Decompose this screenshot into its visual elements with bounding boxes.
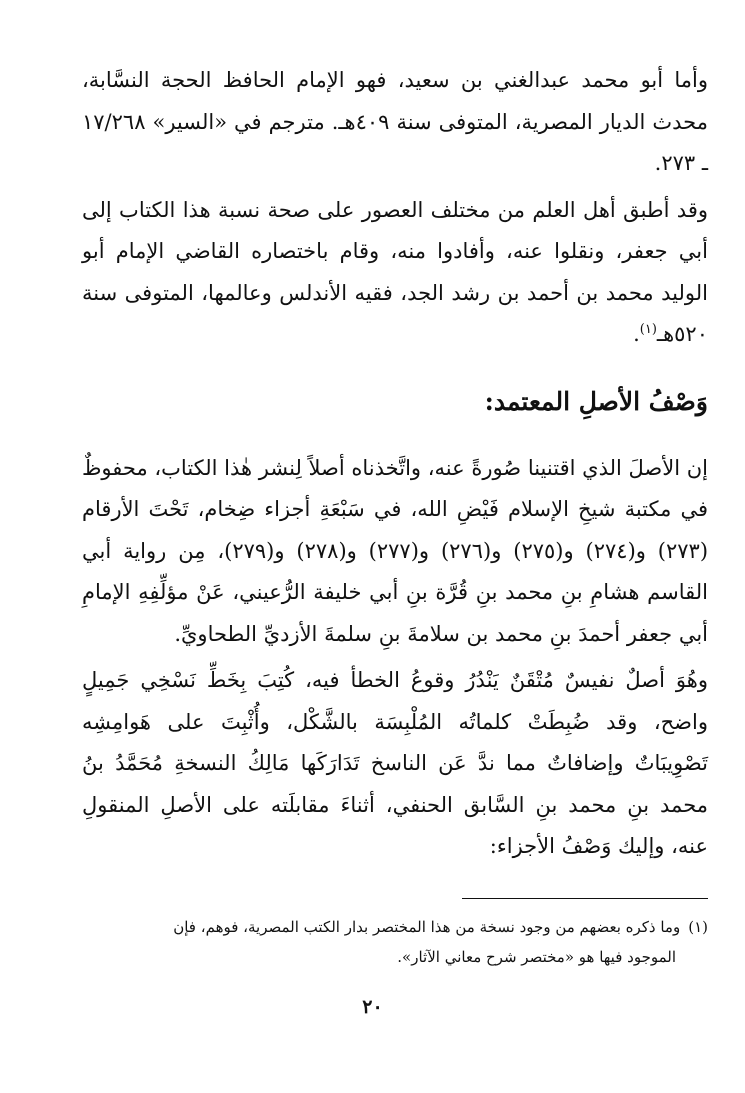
page-body: [82, 60, 708, 868]
footnote-reference[interactable]: (١): [639, 322, 657, 337]
paragraph-attribution: [82, 190, 708, 356]
footnote-marker: (١): [688, 918, 708, 936]
footnotes: [82, 912, 708, 972]
paragraph-attribution-text: وقد أطبق أهل العلم من مختلف العصور على صحة نسبة هذا الكتاب إلى أبي جعفر، ونقلوا عنه، وأفادوا منه، وقام باختصاره القاضي الإمام أبو الوليد محمد بن أحمد بن رشد الجد، فقيه الأندلس وعالمها، المتوفى سنة ٥٢٠هـ: [82, 197, 708, 346]
footnote-divider: [462, 898, 708, 899]
paragraph-attribution-end: .: [633, 322, 640, 346]
footnote-1: [82, 912, 708, 942]
paragraph-manuscript-source: إن الأصلَ الذي اقتنينا صُورةً عنه، واتَّخذناه أصلاً لِنشر هٰذا الكتاب، محفوظٌ في مكتبة شيخِ الإسلام فَيْضِ الله، في سَبْعَةِ أجزاء ضِخام، تَحْتَ الأرقام (٢٧٣) و(٢٧٤) و(٢٧٥) و(٢٧٦) و(٢٧٧) و(٢٧٨) و(٢٧٩)، مِن رواية أبي القاسم هشامِ بنِ محمد بنِ قُرَّة بنِ أبي خليفة الرُّعيني، عَنْ مؤلِّفِهِ الإمامِ أبي جعفر أحمدَ بنِ محمد بن سلامةَ بنِ سلمةَ الأزديِّ الطحاويِّ.: [82, 455, 709, 646]
footnote-line-1: وما ذكره بعضهم من وجود نسخة من هذا المختصر بدار الكتب المصرية، فوهم، فإن: [173, 918, 681, 936]
footnote-line-2: الموجود فيها هو «مختصر شرح معاني الآثار».: [397, 948, 676, 966]
page-number: ٢٠: [362, 996, 383, 1018]
section-heading: وَصْفُ الأصلِ المعتمد:: [484, 386, 708, 416]
paragraph-abdulghani: وأما أبو محمد عبدالغني بن سعيد، فهو الإمام الحافظ الحجة النسَّابة، محدث الديار المصرية، المتوفى سنة ٤٠٩هـ. مترجم في «السير» ١٧/٢٦٨ ـ ٢٧٣.: [82, 68, 708, 175]
paragraph-manuscript-quality: وهُوَ أصلٌ نفيسٌ مُتْقَنٌ يَنْدُرُ وقوعُ الخطأ فيه، كُتِبَ بِخَطِّ نَسْخِي جَمِيلٍ واضح، وقد ضُبِطَتْ كلماتُه المُلْبِسَة بالشَّكْل، وأُثْبِتَ على هَوامِشِه تَصْوِيبَاتٌ وإضافاتٌ مما ندَّ عَن الناسخ تَدَارَكَها مَالِكُ النسخةِ مُحَمَّدُ بنُ محمد بنِ محمد بنِ السَّابق الحنفي، أثناءَ مقابلَته على الأصلِ المنقولِ عنه، وإليك وَصْفُ الأجزاء:: [82, 668, 708, 858]
